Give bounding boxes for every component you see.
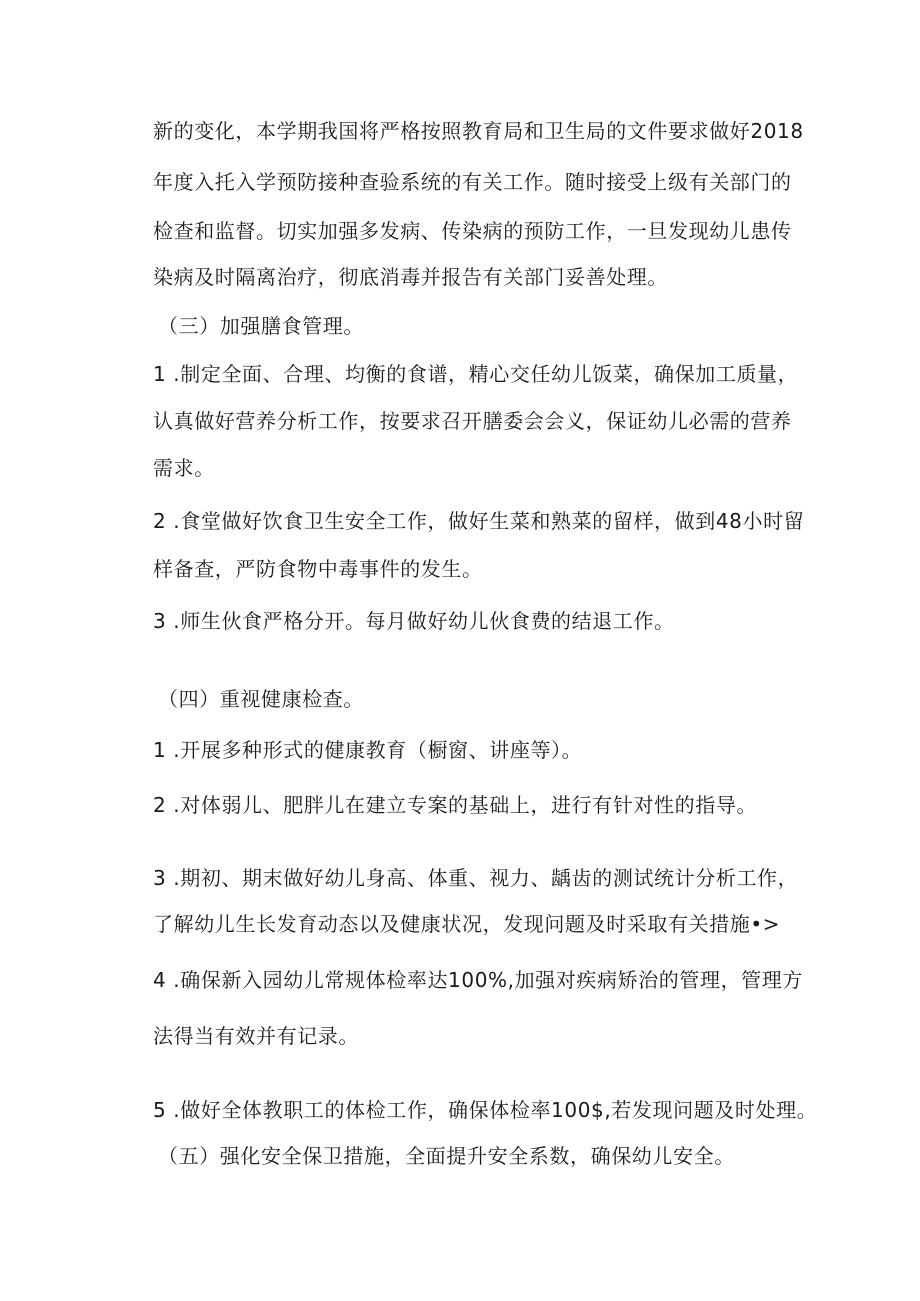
section-heading: （四）重视健康检查。	[158, 687, 364, 711]
paragraph-line: 年度入托入学预防接种查验系统的有关工作。随时接受上级有关部门的	[153, 170, 792, 194]
list-item-line: 需求。	[153, 456, 215, 480]
list-item-line: 1 .制定全面、合理、均衡的食谱，精心交任幼儿饭菜，确保加工质量，	[153, 362, 799, 386]
section-heading: （三）加强膳食管理。	[158, 314, 364, 338]
section-heading: （五）强化安全保卫措施，全面提升安全系数，确保幼儿安全。	[158, 1144, 735, 1168]
list-item-line: 3 .师生伙食严格分开。每月做好幼儿伙食费的结退工作。	[153, 609, 675, 633]
list-item-line: 2 .食堂做好饮食卫生安全工作，做好生菜和熟菜的留样，做到48小时留	[153, 509, 805, 533]
list-item-line: 认真做好营养分析工作，按要求召开膳委会会义，保证幼儿必需的营养	[153, 409, 792, 433]
paragraph-line: 染病及时隔离治疗，彻底消毒并报告有关部门妥善处理。	[153, 265, 668, 289]
list-item-line: 1 .开展多种形式的健康教育（橱窗、讲座等）。	[153, 738, 583, 762]
list-item-line: 2 .对体弱儿、肥胖儿在建立专案的基础上，进行有针对性的指导。	[153, 793, 758, 817]
list-item-line: 法得当有效并有记录。	[153, 1024, 359, 1048]
list-item-line: 3 .期初、期末做好幼儿身高、体重、视力、龋齿的测试统计分析工作，	[153, 866, 799, 890]
list-item-line: 样备查，严防食物中毒事件的发生。	[153, 557, 483, 581]
list-item-line: 4 .确保新入园幼儿常规体检率达100%,加强对疾病矫治的管理，管理方	[153, 968, 803, 992]
paragraph-line: 新的变化，本学期我国将严格按照教育局和卫生局的文件要求做好2018	[153, 119, 804, 143]
paragraph-line: 检查和监督。切实加强多发病、传染病的预防工作，一旦发现幼儿患传	[153, 219, 792, 243]
list-item-line: 5 .做好全体教职工的体检工作，确保体检率100$,若发现问题及时处理。	[153, 1098, 818, 1122]
list-item-line: 了解幼儿生长发育动态以及健康状况，发现问题及时采取有关措施•>	[153, 912, 781, 936]
